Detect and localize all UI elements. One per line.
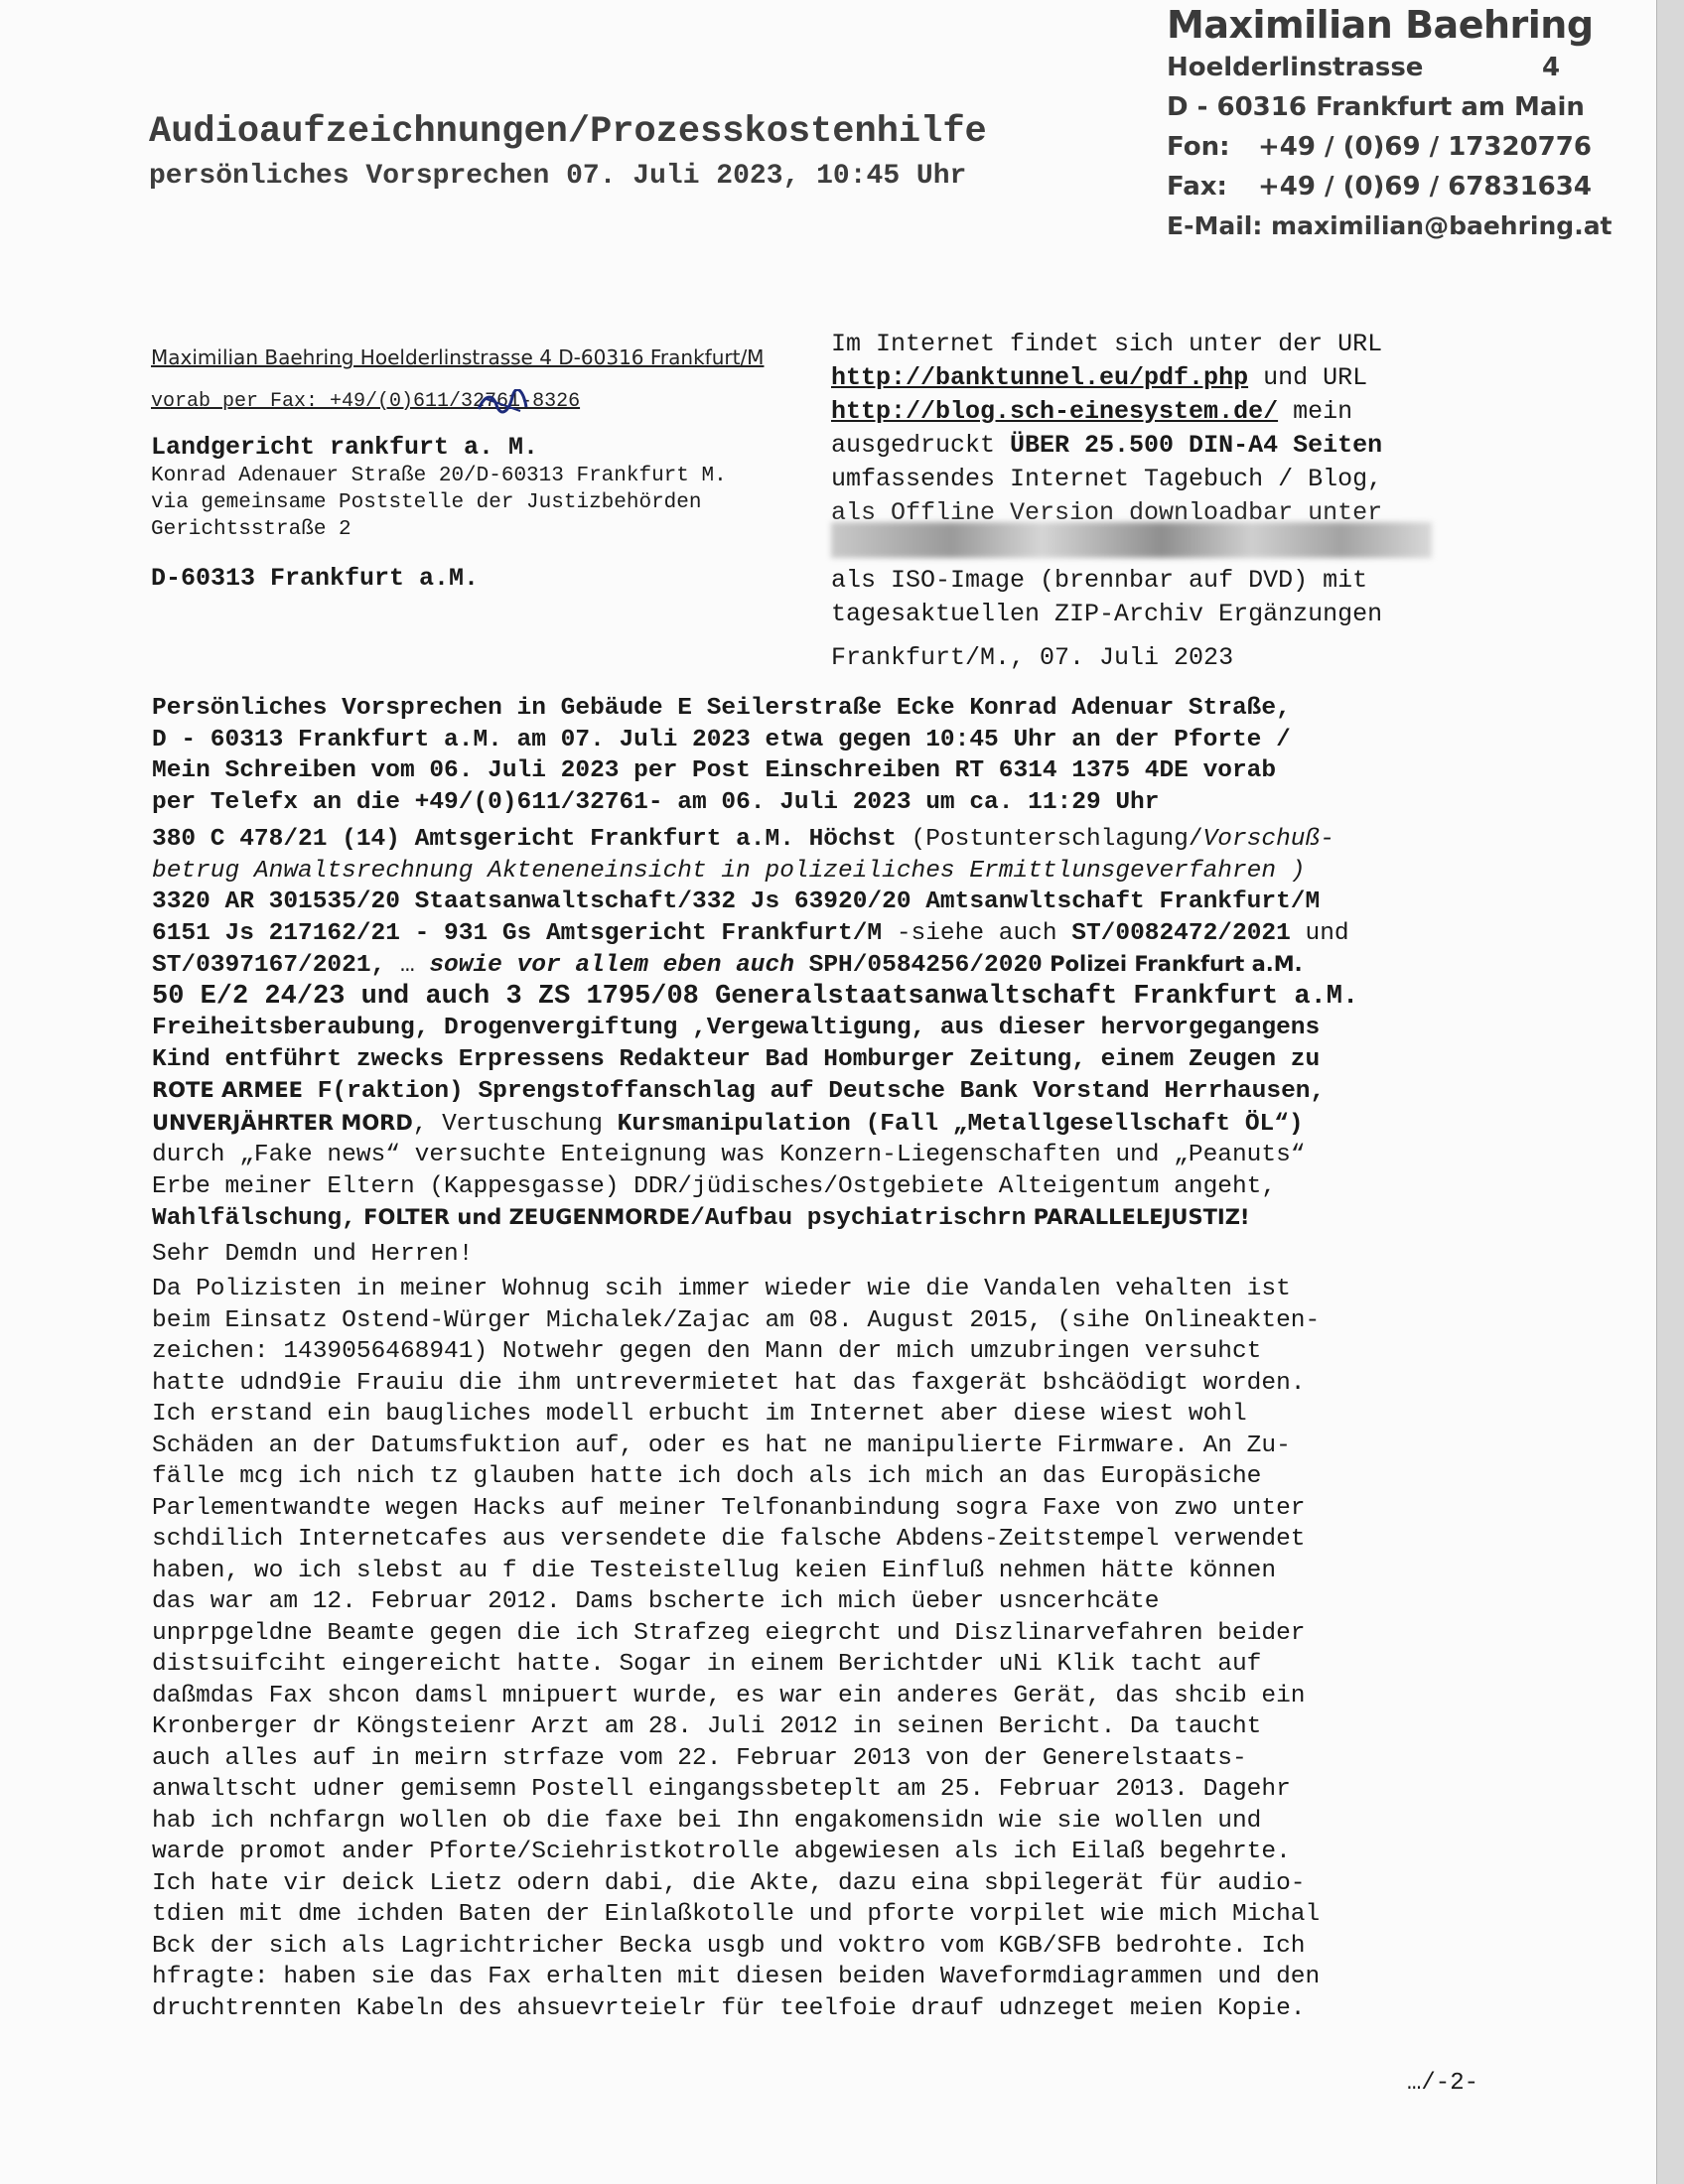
- body-line: schdilich Internetcafes aus versendete die falsche Abdens-Zeitstempel verwendet: [152, 1526, 1306, 1553]
- letterhead-fon: [1167, 127, 1592, 167]
- reference-line: betrug Anwaltsrechnung Akteneneinsicht in polizeiliches Ermittlunsgeverfahren ): [152, 857, 1306, 885]
- reference-line: 50 E/2 24/23 und auch 3 ZS 1795/08 Generalstaatsanwaltschaft Frankfurt a.M.: [152, 981, 1359, 1012]
- right-line: ausgedruckt ÜBER 25.500 DIN-A4 Seiten: [831, 431, 1383, 460]
- court-city: D-60313 Frankfurt a.M.: [151, 564, 480, 593]
- letterhead: [1167, 2, 1613, 246]
- right-line: als Offline Version downloadbar unter: [831, 498, 1383, 522]
- right-line: http://blog.sch-einesystem.de/ mein: [831, 397, 1353, 426]
- url-link[interactable]: http://banktunnel.eu/pdf.php: [831, 363, 1249, 392]
- right-info-column: [831, 328, 1486, 675]
- body-line: unprpgeldne Beamte gegen die ich Strafzeg eiegrcht und Diszlinarvefahren beider: [152, 1619, 1306, 1647]
- body-line: druchtrennten Kabeln des ahsuevrteielr für teelfoie drauf udnzeget meien Kopie.: [152, 1994, 1306, 2022]
- right-line: als ISO-Image (brennbar auf DVD) mit: [831, 566, 1368, 595]
- subject-block: [152, 693, 1482, 818]
- body-line: auch alles auf in meirn strfaze vom 22. Februar 2013 von der Generelstaats-: [152, 1744, 1247, 1772]
- url-link[interactable]: http://blog.sch-einesystem.de/: [831, 397, 1279, 426]
- letterhead-name: Maximilian Baehring: [1167, 3, 1594, 47]
- letterhead-street-number: 4: [1542, 53, 1561, 82]
- body-line: fälle mcg ich nich tz glauben hatte ich doch als ich mich an das Europäsiche: [152, 1463, 1262, 1490]
- reference-line: ROTE ARMEE F(raktion) Sprengstoffanschlag auf Deutsche Bank Vorstand Herrhausen,: [152, 1078, 1326, 1105]
- court-address-line: Konrad Adenauer Straße 20/D-60313 Frankfurt M.: [151, 465, 727, 487]
- page-continuation-marker: …/-2-: [1407, 2070, 1479, 2097]
- fon-number: +49 / (0)69 / 17320776: [1258, 132, 1592, 162]
- body-line: hab ich nchfargn wollen ob die faxe bei Ihn engakomensidn wie sie wollen und: [152, 1807, 1262, 1835]
- court-address-line: via gemeinsame Poststelle der Justizbehörden: [151, 491, 702, 514]
- paper-edge: [1656, 0, 1684, 2184]
- fax-line: vorab per Fax: +49/(0)611/32761-8326: [151, 390, 581, 413]
- right-line: [831, 522, 1486, 564]
- handwritten-correction-mark: [475, 389, 530, 417]
- right-line: tagesaktuellen ZIP-Archiv Ergänzungen: [831, 600, 1383, 628]
- court-address-line: Gerichtsstraße 2: [151, 518, 351, 541]
- letterhead-city: D - 60316 Frankfurt am Main: [1167, 92, 1585, 122]
- reference-line: 6151 Js 217162/21 - 931 Gs Amtsgericht Frankfurt/M -siehe auch ST/0082472/2021 und: [152, 919, 1349, 947]
- body-line: haben, wo ich slebst au f die Testeistellug keien Einfluß nehmen hätte können: [152, 1557, 1277, 1584]
- subject-line: Persönliches Vorsprechen in Gebäude E Seilerstraße Ecke Konrad Adenuar Straße,: [152, 695, 1291, 722]
- reference-line: durch „Fake news“ versuchte Enteignung was Konzern-Liegenschaften und „Peanuts“: [152, 1142, 1306, 1168]
- right-line: http://banktunnel.eu/pdf.php und URL: [831, 363, 1368, 392]
- body-line: anwaltscht udner gemisemn Postell eingangssbeteplt am 25. Februar 2013. Dagehr: [152, 1776, 1291, 1803]
- fax-number: +49 / (0)69 / 67831634: [1258, 172, 1592, 202]
- letterhead-street-name: Hoelderlinstrasse: [1167, 53, 1424, 82]
- reference-block: [152, 824, 1482, 1235]
- body-line: Ich erstand ein baugliches modell erbucht im Internet aber diese wiest wohl: [152, 1401, 1247, 1428]
- reference-line: Wahlfälschung, FOLTER und ZEUGENMORDE/Aufbau psychiatrischrn PARALLELEJUSTIZ!: [152, 1205, 1250, 1232]
- reference-line: Freiheitsberaubung, Drogenvergiftung ,Vergewaltigung, aus dieser hervorgegangens: [152, 1015, 1321, 1041]
- reference-line: 3320 AR 301535/20 Staatsanwaltschaft/332 Js 63920/20 Amtsanwltschaft Frankfurt/M: [152, 888, 1321, 915]
- letter-date: Frankfurt/M., 07. Juli 2023: [831, 643, 1234, 672]
- reference-line: UNVERJÄHRTER MORD, Vertuschung Kursmanipulation (Fall „Metallgesellschaft ÖL“): [152, 1110, 1304, 1138]
- body-line: Kronberger dr Köngsteienr Arzt am 28. Juli 2012 in seinen Bericht. Da taucht: [152, 1713, 1262, 1740]
- body-line: hatte udnd9ie Frauiu die ihm untrevermietet hat das faxgerät bshcäödigt worden.: [152, 1369, 1306, 1397]
- body-line: tdien mit dme ichden Baten der Einlaßkotolle und pforte vorpilet wie mich Michal: [152, 1901, 1321, 1928]
- fax-label: Fax:: [1167, 172, 1227, 202]
- court-address: [151, 463, 727, 543]
- body-line: Parlementwandte wegen Hacks auf meiner Telfonanbindung sogra Faxe von zwo unter: [152, 1494, 1306, 1522]
- body-line: zeichen: 1439056468941) Notwehr gegen den Mann der mich umzubringen versuhct: [152, 1338, 1262, 1365]
- letterhead-street: [1167, 48, 1564, 87]
- subject-line: Mein Schreiben vom 06. Juli 2023 per Post Einschreiben RT 6314 1375 4DE vorab: [152, 757, 1277, 784]
- blurred-url: [831, 522, 1432, 558]
- body-line: Ich hate vir deick Lietz odern dabi, die Akte, dazu eina sbpilegerät für audio-: [152, 1869, 1306, 1897]
- subject-line: D - 60313 Frankfurt a.M. am 07. Juli 2023 etwa gegen 10:45 Uhr an der Pforte /: [152, 726, 1291, 753]
- letterhead-email: E-Mail: maximilian@baehring.at: [1167, 211, 1613, 240]
- reference-line: Erbe meiner Eltern (Kappesgasse) DDR/jüdisches/Ostgebiete Alteigentum angeht,: [152, 1172, 1277, 1200]
- body-text: [152, 1274, 1482, 2024]
- subject-line: per Telefx an die +49/(0)611/32761- am 06. Juli 2023 um ca. 11:29 Uhr: [152, 788, 1160, 816]
- body-line: daßmdas Fax shcon damsl mnipuert wurde, es war ein anderes Gerät, das shcib ein: [152, 1682, 1306, 1709]
- body-line: das war am 12. Februar 2012. Dams bscherte ich mich üeber usncerhcäte: [152, 1588, 1160, 1615]
- body-line: warde promot ander Pforte/Sciehristkotrolle abgewiesen als ich Eilaß begehrte.: [152, 1839, 1291, 1865]
- body-line: Bck der sich als Lagrichtricher Becka usgb und voktro vom KGB/SFB bedrohte. Ich: [152, 1932, 1306, 1960]
- body-line: Schäden an der Datumsfuktion auf, oder es hat ne manipulierte Firmware. An Zu-: [152, 1432, 1291, 1459]
- court-name: Landgericht rankfurt a. M.: [151, 433, 539, 462]
- reference-line: ST/0397167/2021, … sowie vor allem eben auch SPH/0584256/2020 Polizei Frankfurt a.M.: [152, 952, 1303, 979]
- right-line: Im Internet findet sich unter der URL: [831, 330, 1383, 358]
- reference-line: 380 C 478/21 (14) Amtsgericht Frankfurt a.M. Höchst (Postunterschlagung/Vorschuß-: [152, 826, 1334, 853]
- body-line: distsuifciht eingereicht hatte. Sogar in einem Berichtder uNi Klik tacht auf: [152, 1651, 1262, 1678]
- salutation: Sehr Demdn und Herren!: [152, 1241, 474, 1268]
- reference-line: Kind entführt zwecks Erpressens Redakteur Bad Homburger Zeitung, einem Zeugen zu: [152, 1045, 1321, 1073]
- body-line: hfragte: haben sie das Fax erhalten mit diesen beiden Waveformdiagrammen und den: [152, 1964, 1321, 1990]
- letterhead-fax: [1167, 167, 1592, 206]
- body-line: Da Polizisten in meiner Wohnug scih immer wieder wie die Vandalen vehalten ist: [152, 1276, 1291, 1302]
- document-title: Audioaufzeichnungen/Prozesskostenhilfe: [149, 111, 987, 153]
- body-line: beim Einsatz Ostend-Würger Michalek/Zajac am 08. August 2015, (sihe Onlineakten-: [152, 1306, 1321, 1334]
- document-subtitle: persönliches Vorsprechen 07. Juli 2023, 10:45 Uhr: [149, 161, 967, 192]
- right-line: umfassendes Internet Tagebuch / Blog,: [831, 465, 1383, 493]
- sender-line: Maximilian Baehring Hoelderlinstrasse 4 D-60316 Frankfurt/M: [151, 345, 765, 369]
- fon-label: Fon:: [1167, 132, 1230, 162]
